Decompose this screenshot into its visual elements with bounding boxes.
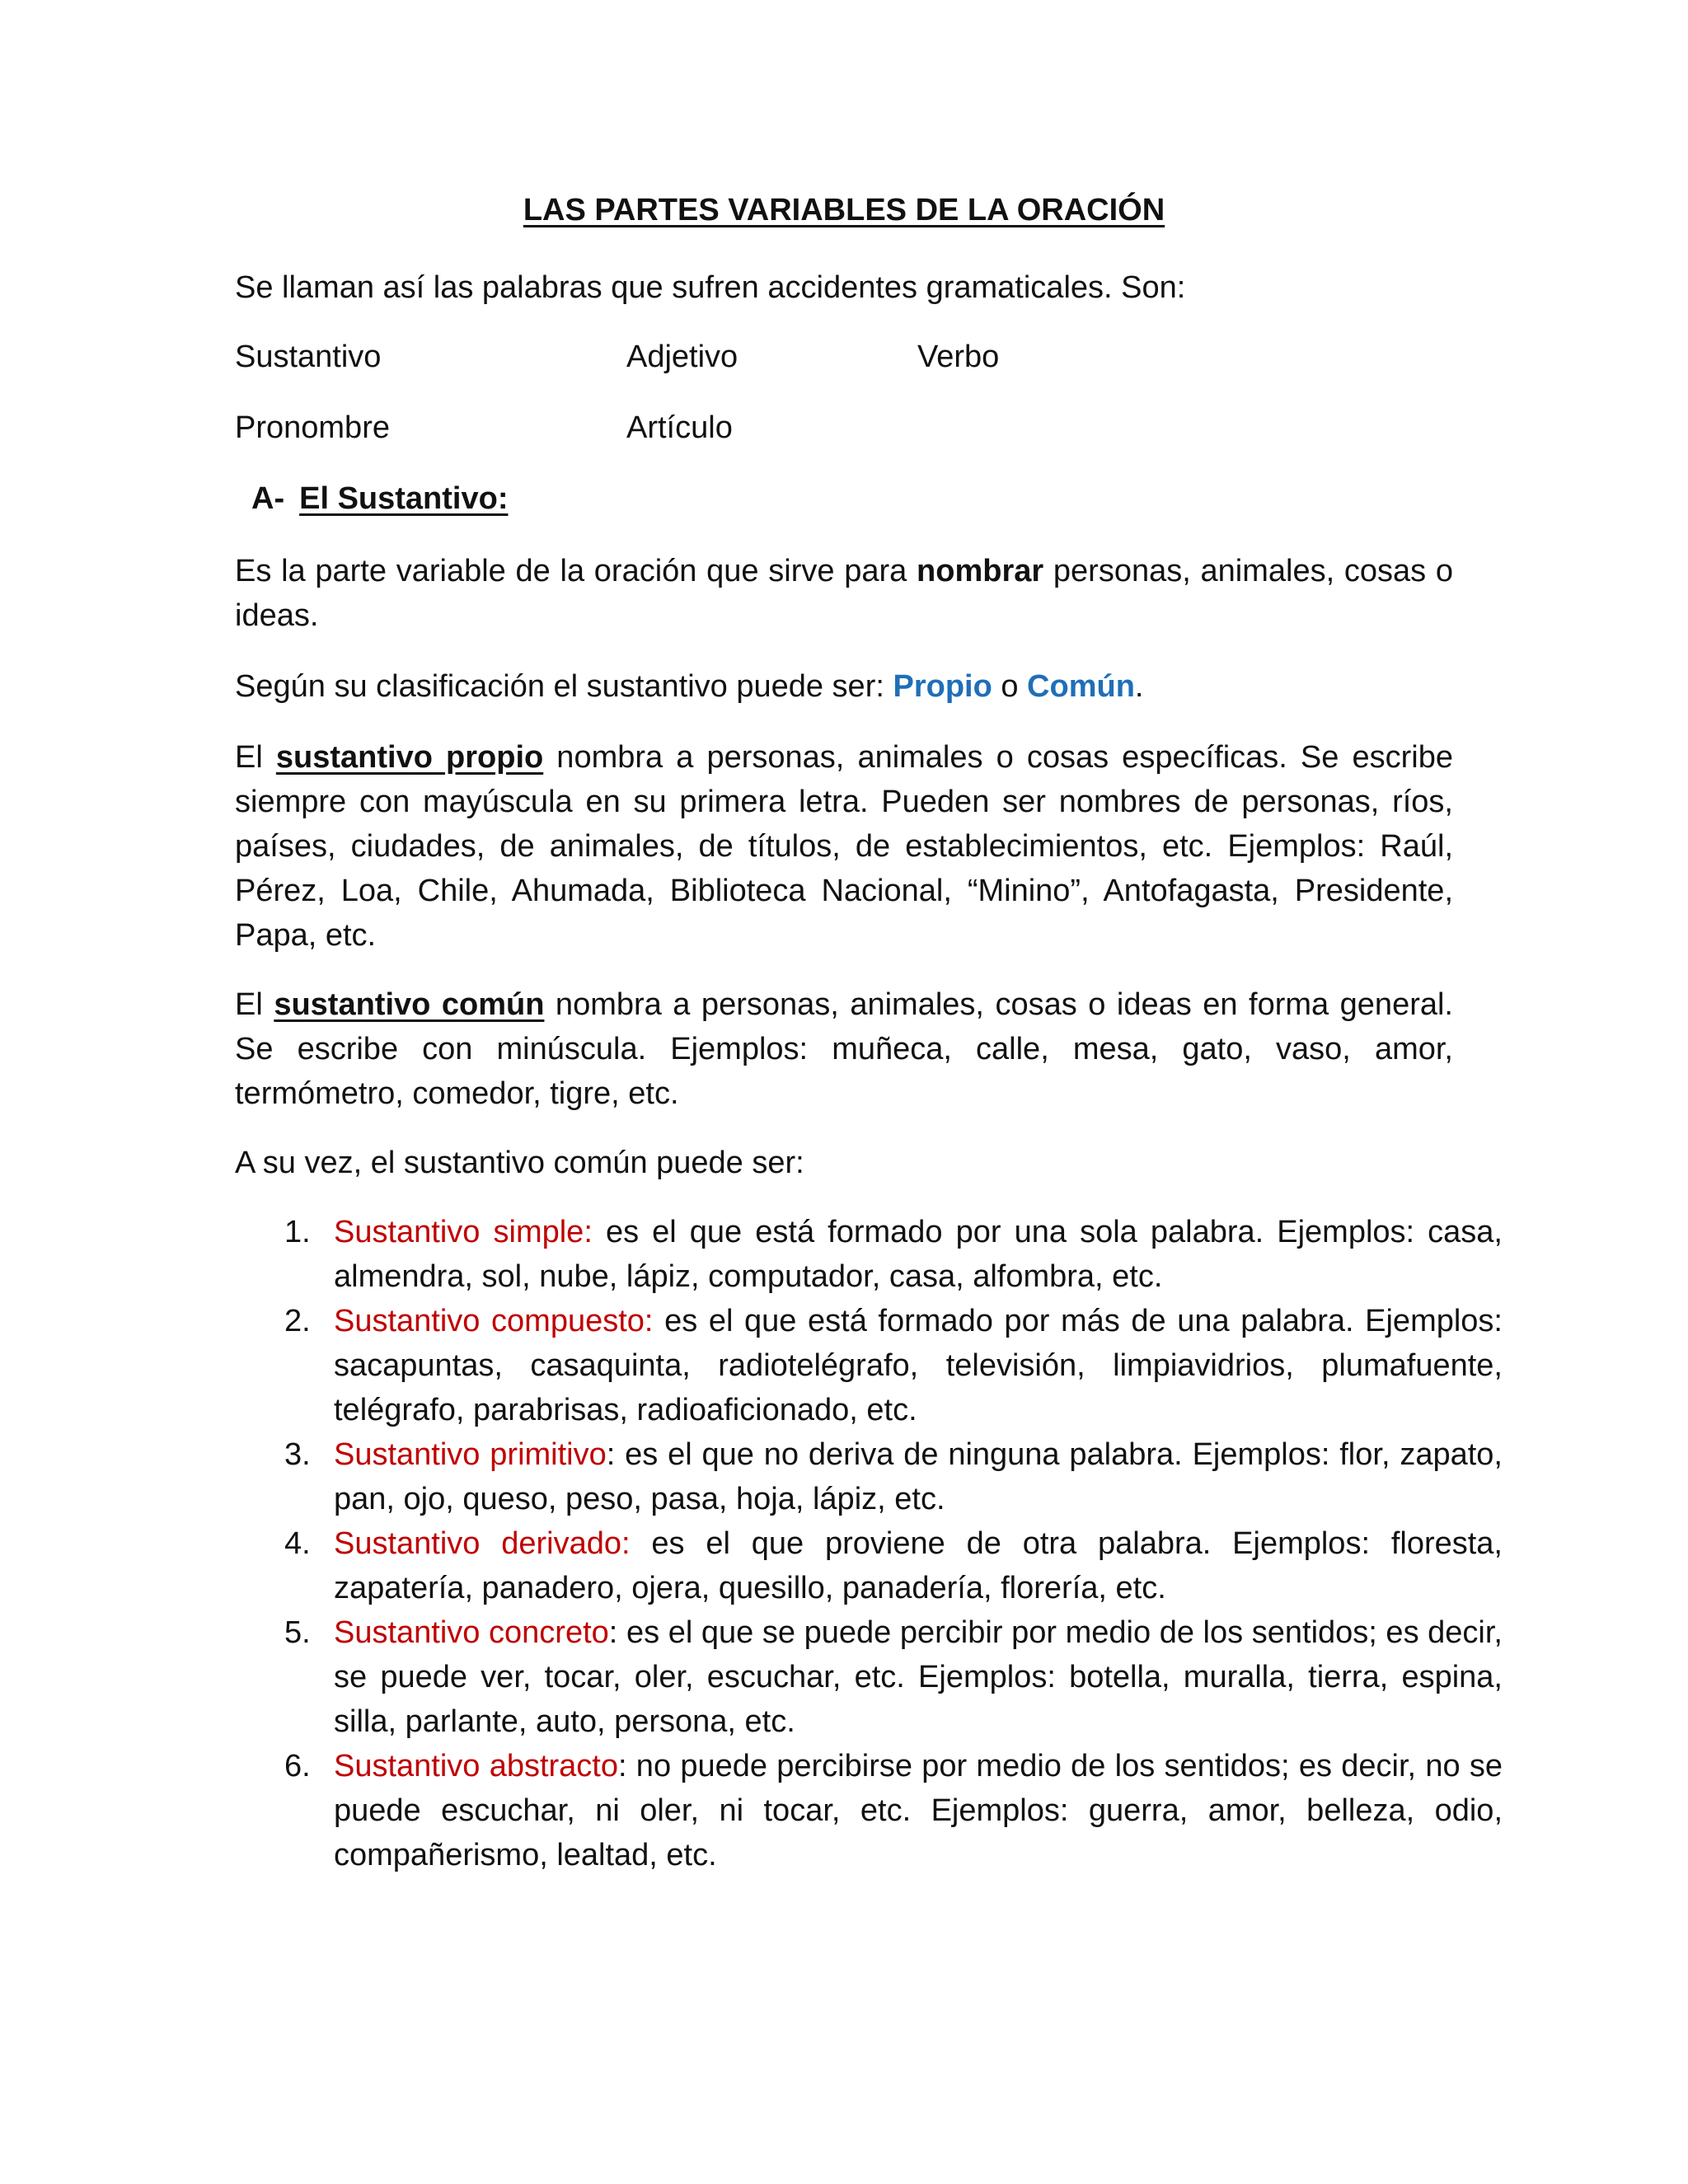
propio-term: Propio — [893, 669, 992, 704]
list-item-text: es el que está formado por más de una palabra. Ejemplos: sacapuntas, casaquinta, radiotelégrafo, televisión, limpiavidrios, plumafuente, telégrafo, parabrisas, radioaficionado, etc. — [334, 1304, 1503, 1427]
subtypes-intro: A su vez, el sustantivo común puede ser: — [235, 1146, 804, 1180]
list-item-text: : no puede percibirse por medio de los sentidos; es decir, no se puede escuchar, ni oler, ni tocar, etc. Ejemplos: guerra, amor, belleza, odio, compañerismo, lealtad, etc. — [334, 1749, 1503, 1872]
section-title: El Sustantivo: — [299, 481, 509, 516]
classification-connector: o — [992, 669, 1028, 704]
list-item — [284, 1210, 1503, 1299]
part-sustantivo: Sustantivo — [235, 340, 382, 374]
list-item-text: es el que está formado por una sola palabra. Ejemplos: casa, almendra, sol, nube, lápiz, computador, casa, alfombra, etc. — [334, 1215, 1503, 1294]
list-item — [284, 1521, 1503, 1610]
section-heading — [251, 476, 508, 521]
part-verbo: Verbo — [917, 340, 1000, 374]
list-item-term: Sustantivo compuesto: — [334, 1304, 654, 1338]
list-number: 2. — [284, 1304, 311, 1338]
propio-term-heading: sustantivo propio — [275, 740, 544, 775]
list-number: 6. — [284, 1749, 311, 1783]
list-item-text: : es el que se puede percibir por medio de los sentidos; es decir, se puede ver, tocar, oler, escuchar, etc. Ejemplos: botella, muralla, tierra, espina, silla, parlante, auto, persona, etc. — [334, 1615, 1503, 1739]
list-item — [284, 1432, 1503, 1521]
part-articulo: Artículo — [626, 410, 733, 445]
comun-text-body: nombra a personas, animales, cosas o ideas en forma general. Se escribe con minúscula. Ejemplos: muñeca, calle, mesa, gato, vaso, amor, termómetro, comedor, tigre, etc. — [235, 987, 1453, 1111]
propio-text-body: nombra a personas, animales o cosas específicas. Se escribe siempre con mayúscula en su primera letra. Pueden ser nombres de personas, ríos, países, ciudades, de animales, de títulos, de establecimientos, etc. Ejemplos: Raúl, Pérez, Loa, Chile, Ahumada, Biblioteca Nacional, “Minino”, Antofagasta, Presidente, Papa, etc. — [235, 740, 1453, 953]
list-item — [284, 1299, 1503, 1432]
list-item-term: Sustantivo derivado: — [334, 1526, 631, 1561]
comun-text-start: El — [235, 987, 274, 1022]
list-item-term: Sustantivo primitivo — [334, 1437, 607, 1472]
comun-term: Común — [1027, 669, 1135, 704]
classification-text: Según su clasificación el sustantivo puede ser: — [235, 669, 893, 704]
classification-paragraph — [235, 664, 1453, 709]
list-number: 1. — [284, 1215, 311, 1249]
definition-paragraph — [235, 549, 1453, 638]
comun-term-heading: sustantivo común — [274, 987, 545, 1022]
list-item — [284, 1610, 1503, 1744]
definition-text-start: Es la parte variable de la oración que sirve para — [235, 554, 917, 588]
propio-text-start: El — [235, 740, 276, 775]
definition-text-end: personas, animales, cosas o ideas. — [235, 554, 1453, 633]
list-item-term: Sustantivo concreto — [334, 1615, 609, 1650]
list-item — [284, 1744, 1503, 1877]
part-adjetivo: Adjetivo — [626, 340, 738, 374]
section-marker: A- — [251, 481, 285, 516]
list-item-term: Sustantivo simple: — [334, 1215, 593, 1249]
page-title: LAS PARTES VARIABLES DE LA ORACIÓN — [523, 193, 1165, 227]
list-item-text: : es el que no deriva de ninguna palabra. Ejemplos: flor, zapato, pan, ojo, queso, peso, pasa, hoja, lápiz, etc. — [334, 1437, 1503, 1516]
comun-paragraph — [235, 982, 1453, 1116]
subtypes-list — [284, 1210, 1503, 1877]
classification-end: . — [1134, 669, 1144, 704]
propio-paragraph — [235, 735, 1453, 958]
intro-text: Se llaman así las palabras que sufren accidentes gramaticales. Son: — [235, 270, 1186, 305]
list-item-text: es el que proviene de otra palabra. Ejemplos: floresta, zapatería, panadero, ojera, quesillo, panadería, florería, etc. — [334, 1526, 1503, 1605]
definition-bold-word: nombrar — [917, 554, 1044, 588]
list-number: 3. — [284, 1437, 311, 1472]
list-number: 4. — [284, 1526, 311, 1561]
list-item-term: Sustantivo abstracto — [334, 1749, 618, 1783]
list-number: 5. — [284, 1615, 311, 1650]
part-pronombre: Pronombre — [235, 410, 390, 445]
